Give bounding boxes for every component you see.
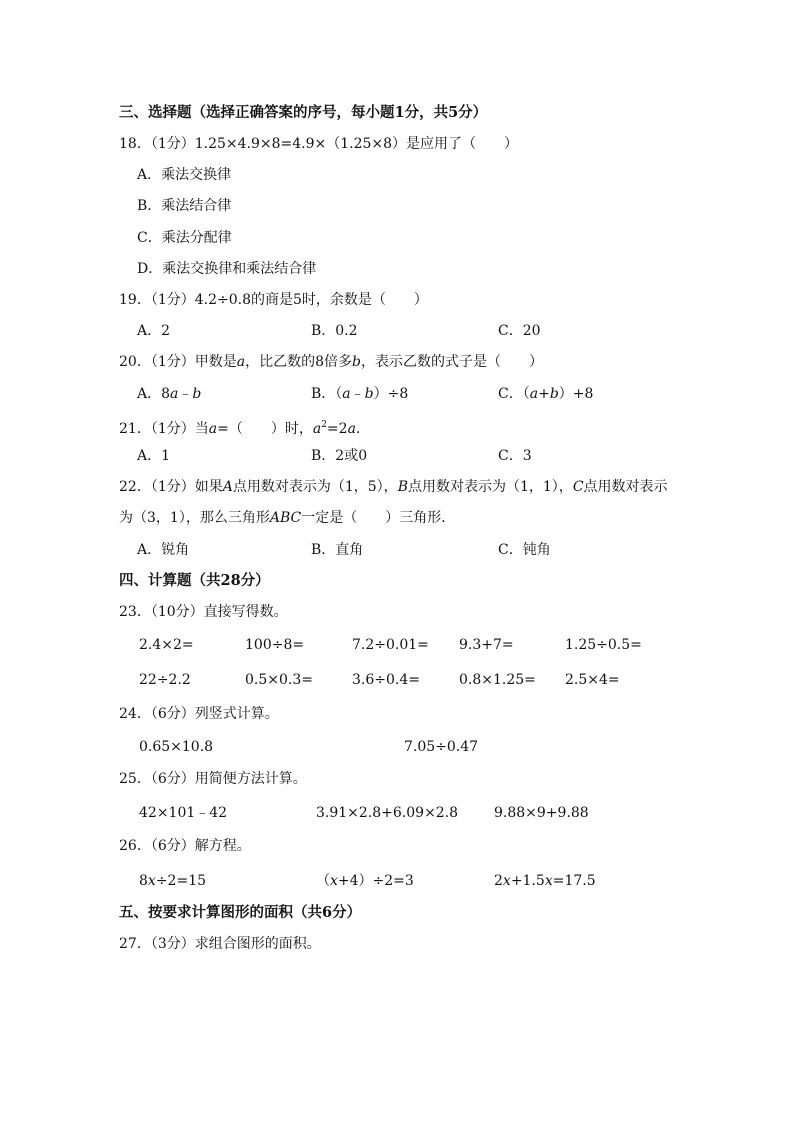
question-22-stem-line1: 22．（1分）如果A点用数对表示为（1，5），B点用数对表示为（1，1），C点用数对表示 [119,479,668,495]
simplified-calc-item: 3.91×2.8+6.09×2.8 [316,805,459,821]
mental-calc-item: 9.3+7= [459,637,514,653]
question-18-option-d: D．乘法交换律和乘法结合律 [137,261,317,277]
simplified-calc-item: 9.88×9+9.88 [494,805,589,821]
mental-calc-item: 100÷8= [245,637,305,653]
section-5-heading: 五、按要求计算图形的面积（共6分） [119,904,362,921]
question-25-stem: 25．（6分）用简便方法计算。 [119,771,307,787]
mental-calc-item: 0.8×1.25= [459,672,536,688]
question-19-option-a: A．2 [137,323,171,339]
question-18-option-a: A．乘法交换律 [137,167,232,183]
equation-item: （x+4）÷2=3 [316,873,414,889]
question-22-option-a: A．锐角 [137,542,190,558]
question-21-stem: 21．（1分）当a=（ ）时，$a^2=2a$. [119,420,361,437]
question-22-stem-line2: 为（3，1），那么三角形ABC一定是（ ）三角形． [119,510,456,526]
question-24-stem: 24．（6分）列竖式计算。 [119,706,279,722]
question-20-option-b: B．（a﹣b）÷8 [311,386,409,402]
question-20-option-a: A．8a﹣b [137,386,202,402]
question-20-stem: 20．（1分）甲数是a，比乙数的8倍多b，表示乙数的式子是（ ） [119,354,543,370]
question-23-stem: 23．（10分）直接写得数。 [119,604,288,620]
mental-calc-item: 3.6÷0.4= [352,672,420,688]
section-3-heading: 三、选择题（选择正确答案的序号，每小题1分，共5分） [119,104,488,121]
question-18-option-c: C．乘法分配律 [137,230,232,246]
question-26-stem: 26．（6分）解方程。 [119,838,251,854]
equation-item: 8x÷2=15 [139,873,207,889]
simplified-calc-item: 42×101﹣42 [139,805,228,821]
question-22-option-b: B．直角 [311,542,364,558]
question-22-option-c: C．钝角 [498,542,551,558]
mental-calc-item: 0.5×0.3= [245,672,313,688]
question-27-stem: 27．（3分）求组合图形的面积。 [119,936,321,952]
mental-calc-item: 1.25÷0.5= [565,637,642,653]
mental-calc-item: 2.5×4= [565,672,620,688]
equation-item: 2x+1.5x=17.5 [494,873,596,889]
question-18-option-b: B．乘法结合律 [137,198,232,214]
question-18-stem: 18．（1分）1.25×4.9×8=4.9×（1.25×8）是应用了（ ） [119,136,519,152]
vertical-calc-item: 0.65×10.8 [139,739,214,755]
question-21-option-a: A．1 [137,448,171,464]
question-21-option-c: C．3 [498,448,532,464]
vertical-calc-item: 7.05÷0.47 [404,739,479,755]
question-19-stem: 19．（1分）4.2÷0.8的商是5时，余数是（ ） [119,292,428,308]
mental-calc-item: 2.4×2= [139,637,194,653]
mental-calc-item: 7.2÷0.01= [352,637,429,653]
question-21-option-b: B．2或0 [311,448,368,464]
section-4-heading: 四、计算题（共28分） [119,572,270,589]
question-19-option-b: B．0.2 [311,323,358,339]
question-19-option-c: C．20 [498,323,541,339]
question-20-option-c: C．（a+b）+8 [498,386,594,402]
mental-calc-item: 22÷2.2 [139,672,191,688]
